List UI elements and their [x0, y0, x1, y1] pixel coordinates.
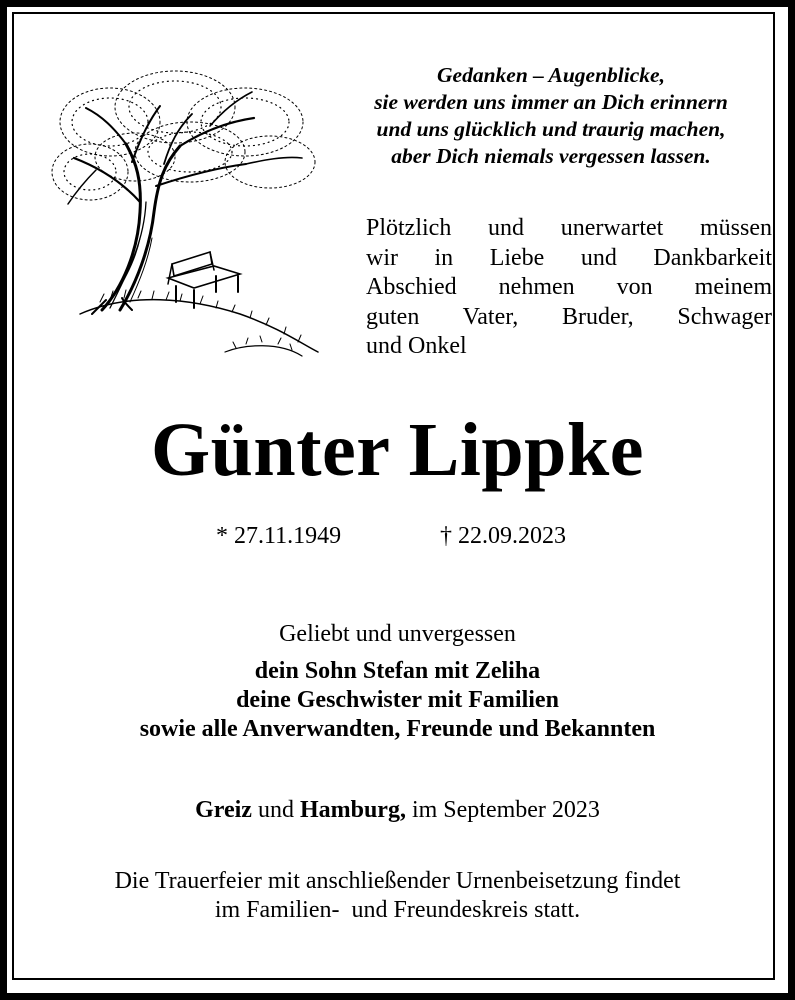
death-date: † 22.09.2023 [440, 523, 566, 549]
intro-line: wir in Liebe und Dankbarkeit [366, 244, 772, 271]
notice-line: im Familien- und Freundeskreis statt. [214, 897, 581, 923]
place-date-line [0, 792, 795, 828]
funeral-notice [0, 867, 795, 925]
city-hamburg: Hamburg, [299, 797, 406, 823]
deceased-name: Günter Lippke [151, 408, 644, 492]
intro-line: Plötzlich und unerwartet müssen [366, 215, 772, 241]
poem [330, 62, 772, 170]
mourner-line: deine Geschwister mit Familien [236, 687, 559, 713]
mourner-line: dein Sohn Stefan mit Zeliha [254, 658, 541, 684]
city-greiz: Greiz [195, 797, 252, 823]
loved-line: Geliebt und unvergessen [279, 621, 516, 647]
mourners-list [0, 657, 795, 744]
intro-line: guten Vater, Bruder, Schwager [366, 303, 772, 330]
poem-line: sie werden uns immer an Dich erinnern [374, 90, 728, 114]
birth-date: * 27.11.1949 [216, 523, 342, 549]
tree-with-bench-icon [40, 52, 325, 364]
place-date: im September 2023 [405, 797, 600, 823]
poem-line: aber Dich niemals vergessen lassen. [391, 144, 711, 168]
poem-line: und uns glücklich und traurig machen, [376, 117, 726, 141]
poem-line: Gedanken – Augenblicke, [437, 63, 665, 87]
intro-line: und Onkel [366, 333, 467, 359]
intro-text [366, 214, 772, 362]
notice-line: Die Trauerfeier mit anschließender Urnenbeisetzung findet [114, 868, 681, 894]
intro-line: Abschied nehmen von meinem [366, 274, 772, 300]
place-connector: und [251, 797, 300, 823]
life-dates [0, 518, 795, 554]
mourner-line: sowie alle Anverwandten, Freunde und Bekannten [139, 716, 656, 742]
